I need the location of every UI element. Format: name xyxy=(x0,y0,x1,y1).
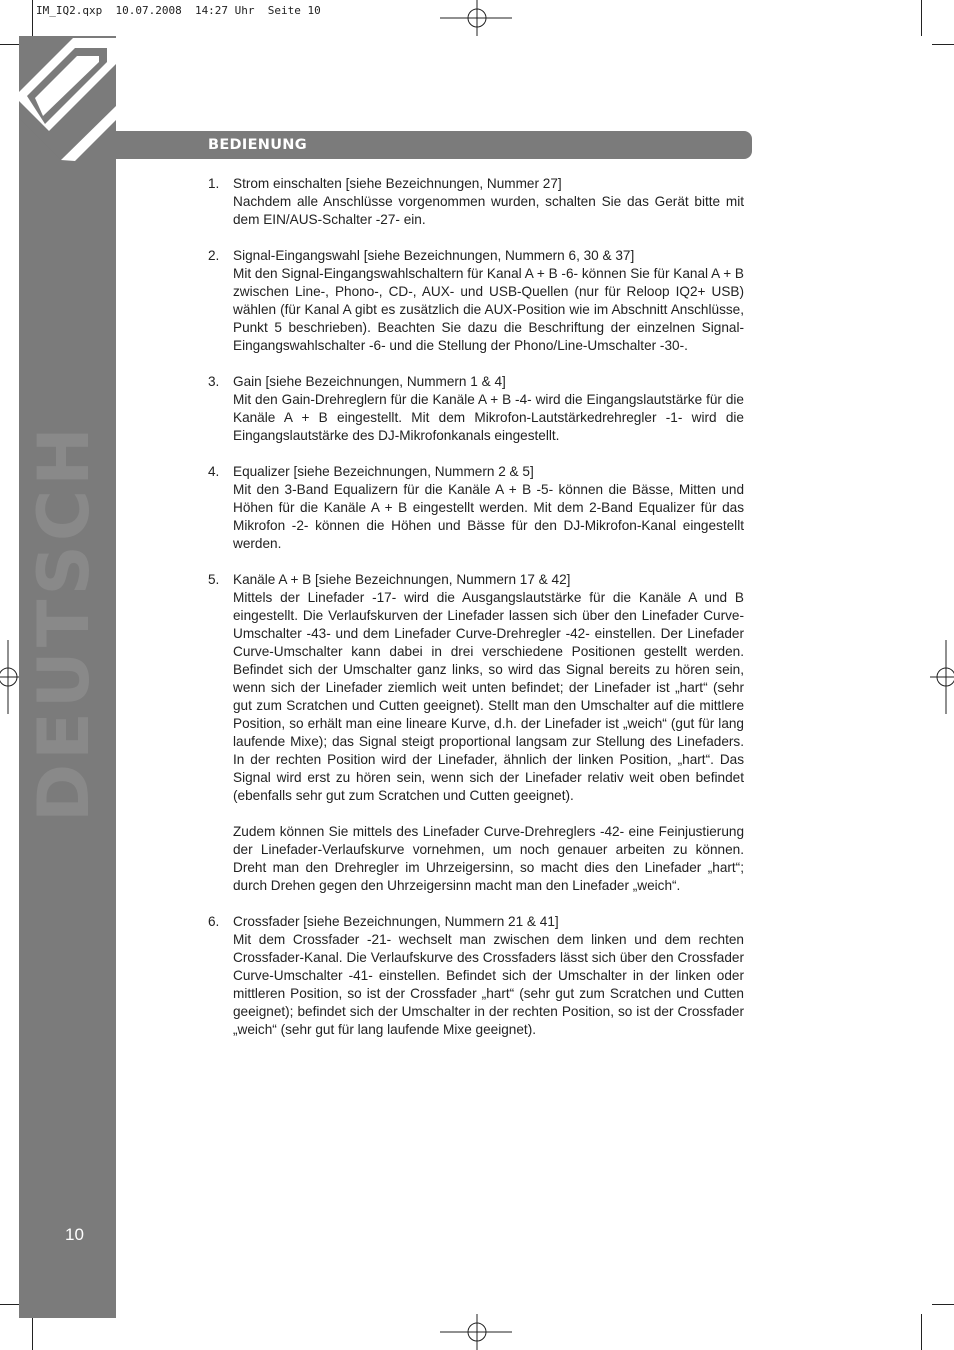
crop-mark xyxy=(921,0,922,36)
item-title: Signal-Eingangswahl [siehe Bezeichnungen, Nummern 6, 30 & 37] xyxy=(233,248,635,263)
crop-mark xyxy=(32,0,33,36)
registration-mark-top xyxy=(440,0,514,36)
item-number: 4. xyxy=(208,464,220,479)
crop-mark xyxy=(921,1314,922,1350)
list-item xyxy=(208,913,744,1039)
item-paragraph: Mit dem Crossfader -21- wechselt man zwischen dem linken und dem rechten Crossfader-Kanal. Die Verlaufskurve des Crossfaders lässt sich über den Crossfader Curve-Umschalter -41- einstellen. Befindet sich der Umschalter in der linken oder mittleren Position, so ist der Crossfader „hart“ (sehr gut zum Scratchen und Cutten geeignet); befindet sich der Umschalter in der rechten Position, so ist der Crossfader „weich“ (sehr gut für lang laufende Mixe geeignet). xyxy=(233,932,744,1037)
item-body xyxy=(233,571,744,895)
list-item xyxy=(208,247,744,355)
page-number: 10 xyxy=(65,1225,84,1244)
item-number: 5. xyxy=(208,572,220,587)
item-paragraph: Mit den Signal-Eingangswahlschaltern für Kanal A + B -6- können Sie für Kanal A + B zwischen Line-, Phono-, CD-, AUX- und USB-Quellen (nur für Reloop IQ2+ USB) wählen (für Kanal A gibt es zusätzlich die AUX-Position wie im Abschnitt Anschlüsse, Punkt 5 beschrieben). Beachten Sie dazu die Beschriftung der einzelnen Signal-Eingangswahlschalter -6- und die Stellung der Phono/Line-Umschalter -30-. xyxy=(233,266,744,353)
item-number: 6. xyxy=(208,914,220,929)
language-label: DEUTSCH xyxy=(23,423,105,822)
section-header-bar xyxy=(116,131,752,159)
brand-logo-icon xyxy=(19,36,116,161)
crop-mark xyxy=(32,1314,33,1350)
instructions-list xyxy=(208,175,744,1057)
item-body xyxy=(233,913,744,1039)
list-item xyxy=(208,571,744,895)
item-title: Kanäle A + B [siehe Bezeichnungen, Nummern 17 & 42] xyxy=(233,572,571,587)
item-title: Strom einschalten [siehe Bezeichnungen, Nummer 27] xyxy=(233,176,562,191)
item-body xyxy=(233,373,744,445)
item-title: Crossfader [siehe Bezeichnungen, Nummern 21 & 41] xyxy=(233,914,559,929)
item-paragraph: Mit den Gain-Drehreglern für die Kanäle A + B -4- wird die Eingangslautstärke für die Kanäle A + B eingestellt. Mit dem Mikrofon-Lautstärkedrehregler -1- wird die Eingangslautstärke des DJ-Mikrofonkanals eingestellt. xyxy=(233,392,744,443)
item-paragraph: Mittels der Linefader -17- wird die Ausgangslautstärke für die Kanäle A und B eingestellt. Die Verlaufskurven der Linefader lassen sich über den Linefader Curve-Umschalter -43- und dem Linefader Curve-Drehregler -42- einstellen. Der Linefader Curve-Umschalter kann dabei in drei verschiedene Positionen gestellt werden. Befindet sich der Umschalter ganz links, so wird das Signal bereits zu hören sein, wenn sich der Linefader ziemlich weit unten befindet; der Linefader ist „hart“ (sehr gut zum Scratchen und Cutten geeignet). Stellt man den Umschalter auf die mittlere Position, so erhält man eine lineare Kurve, d.h. der Linefader ist „weich“ (gut für lang laufende Mixe); das Signal steigt proportional langsam zur Stellung des Linefaders. In der rechten Position wird der Linefader, ähnlich der linken Position, „hart“. Das Signal wird erst zu hören sein, wenn sich der Linefader relativ weit oben befindet (ebenfalls sehr gut zum Scratchen und Cutten geeignet). xyxy=(233,590,744,803)
item-paragraph: Mit den 3-Band Equalizern für die Kanäle A + B -5- können die Bässe, Mitten und Höhen für die Kanäle A + B eingestellt werden. Mit dem 2-Band Equalizer für das Mikrofon -2- können die Höhen und Bässe für den DJ-Mikrofon-Kanal eingestellt werden. xyxy=(233,482,744,551)
registration-mark-left xyxy=(0,640,20,714)
item-number: 3. xyxy=(208,374,220,389)
print-header: IM_IQ2.qxp 10.07.2008 14:27 Uhr Seite 10 xyxy=(36,4,321,17)
item-title: Equalizer [siehe Bezeichnungen, Nummern 2 & 5] xyxy=(233,464,534,479)
item-number: 1. xyxy=(208,176,220,191)
section-title: BEDIENUNG xyxy=(208,137,307,153)
crop-mark xyxy=(932,1304,954,1305)
list-item xyxy=(208,175,744,229)
list-item xyxy=(208,373,744,445)
crop-mark xyxy=(932,44,954,45)
list-item xyxy=(208,463,744,553)
item-number: 2. xyxy=(208,248,220,263)
item-body xyxy=(233,247,744,355)
item-paragraph: Zudem können Sie mittels des Linefader Curve-Drehreglers -42- eine Feinjustierung der Linefader-Verlaufskurve vornehmen, um noch genauer arbeiten zu können. Dreht man den Drehregler im Uhrzeigersinn, so macht dies den Linefader „hart“; durch Drehen gegen den Uhrzeigersinn macht man den Linefader „weich“. xyxy=(233,824,744,893)
registration-mark-right xyxy=(930,640,954,714)
item-body xyxy=(233,175,744,229)
item-paragraph: Nachdem alle Anschlüsse vorgenommen wurden, schalten Sie das Gerät bitte mit dem EIN/AUS-Schalter -27- ein. xyxy=(233,194,744,227)
item-title: Gain [siehe Bezeichnungen, Nummern 1 & 4] xyxy=(233,374,506,389)
item-body xyxy=(233,463,744,553)
registration-mark-bottom xyxy=(440,1314,514,1350)
